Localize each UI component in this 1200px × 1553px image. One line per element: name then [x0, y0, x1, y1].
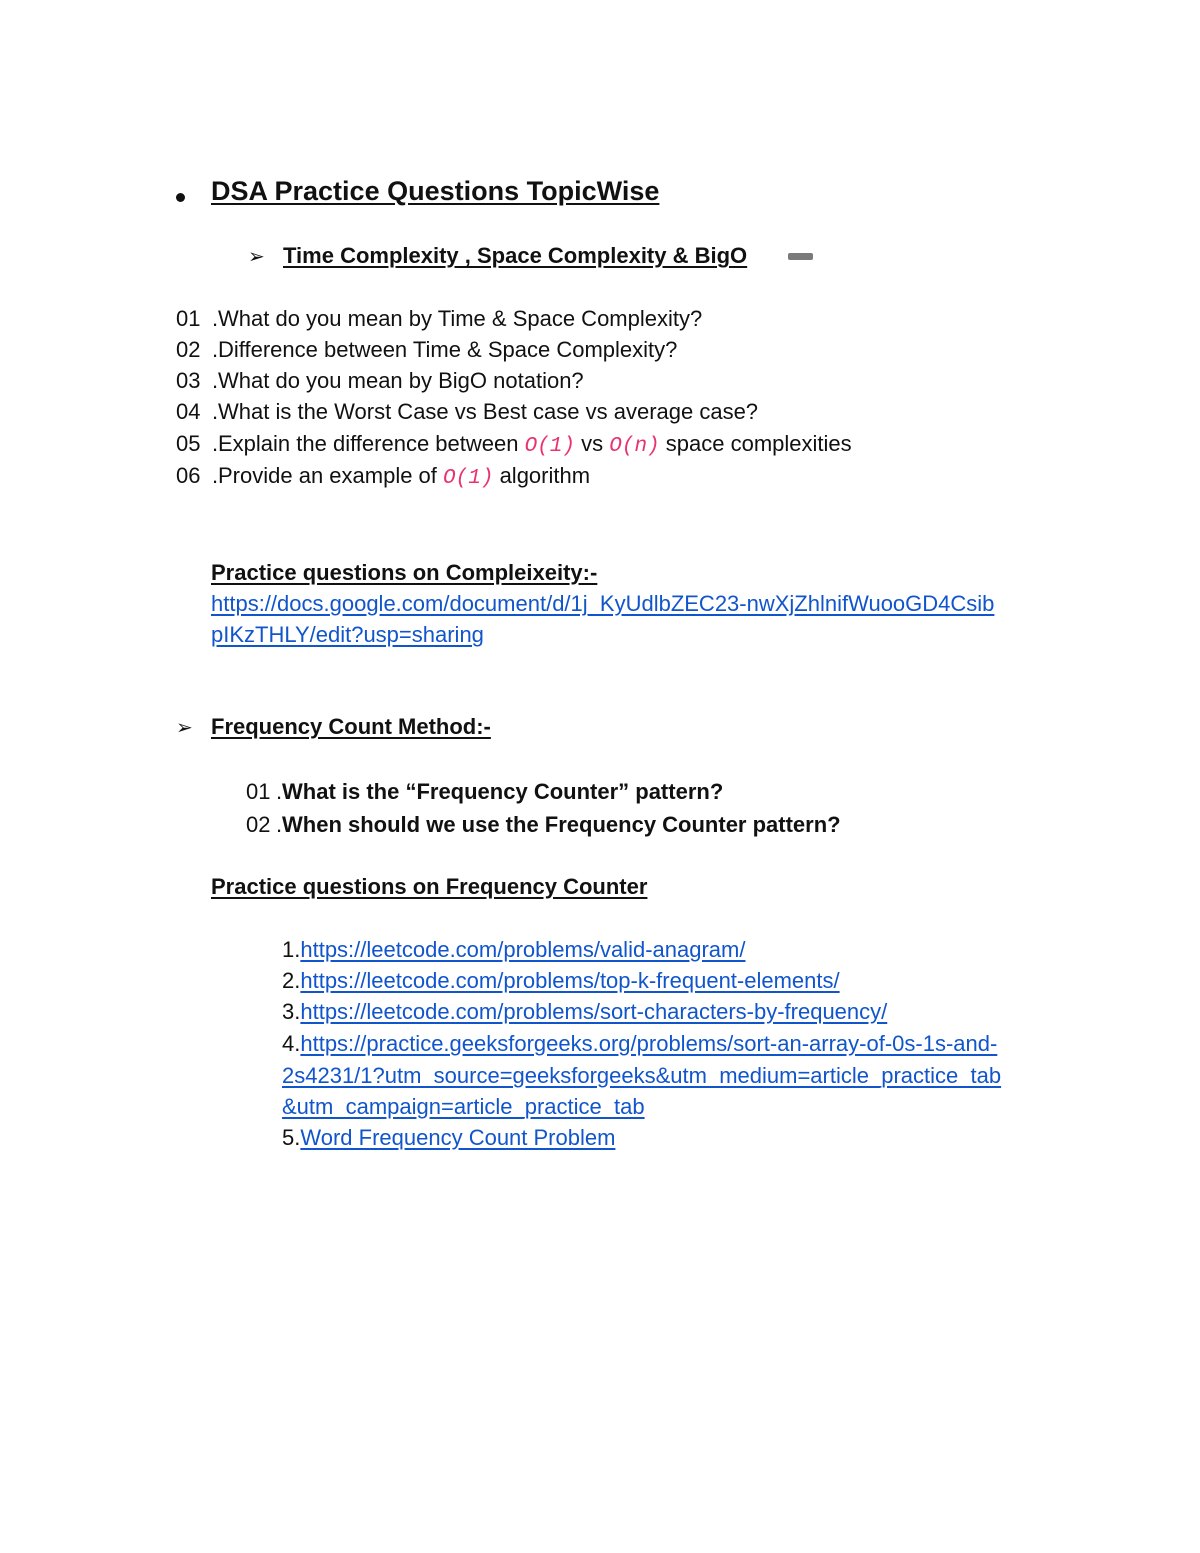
code-o1: O(1) [443, 467, 494, 490]
title-bullet [176, 193, 185, 202]
section-heading-complexity: Time Complexity , Space Complexity & BigO [283, 243, 748, 268]
question-item: 02 .When should we use the Frequency Counter pattern? [246, 812, 841, 837]
gfg-sort-array-link[interactable]: https://practice.geeksforgeeks.org/problems/sort-an-array-of-0s-1s-and- [300, 1031, 998, 1056]
arrow-bullet-icon: ➢ [248, 246, 265, 268]
leetcode-valid-anagram-link[interactable]: https://leetcode.com/problems/valid-anagram/ [300, 937, 746, 962]
question-item: 02 .Difference between Time & Space Complexity? [176, 337, 678, 362]
dash-emoji-icon [788, 253, 813, 260]
practice-link-item: 1.https://leetcode.com/problems/valid-anagram/ [282, 937, 746, 962]
question-item: 04 .What is the Worst Case vs Best case vs average case? [176, 399, 759, 424]
section-heading-frequency: Frequency Count Method:- [211, 714, 491, 739]
word-frequency-link[interactable]: Word Frequency Count Problem [300, 1125, 616, 1150]
question-item: 01 .What is the “Frequency Counter” pattern? [246, 779, 724, 804]
code-on: O(n) [609, 435, 660, 458]
leetcode-top-k-link[interactable]: https://leetcode.com/problems/top-k-frequent-elements/ [300, 968, 840, 993]
gfg-sort-array-link-cont[interactable]: &utm_campaign=article_practice_tab [282, 1094, 645, 1119]
practice-link-item: 2.https://leetcode.com/problems/top-k-frequent-elements/ [282, 968, 840, 993]
practice-link-item: 5.Word Frequency Count Problem [282, 1125, 616, 1150]
question-item: 06 .Provide an example of O(1) algorithm [176, 463, 591, 490]
question-item: 03 .What do you mean by BigO notation? [176, 368, 584, 393]
practice-link-complexity-cont[interactable]: pIKzTHLY/edit?usp=sharing [211, 622, 484, 647]
gfg-sort-array-link-cont[interactable]: 2s4231/1?utm_source=geeksforgeeks&utm_medium=article_practice_tab [282, 1063, 1002, 1088]
question-item: 05 .Explain the difference between O(1) vs O(n) space complexities [176, 431, 852, 458]
practice-link-item-cont [282, 1060, 1001, 1092]
leetcode-sort-chars-link[interactable]: https://leetcode.com/problems/sort-characters-by-frequency/ [300, 999, 888, 1024]
code-o1: O(1) [524, 435, 576, 458]
page-title: DSA Practice Questions TopicWise [211, 176, 660, 206]
practice-link-item-cont [282, 1091, 645, 1123]
arrow-bullet-icon: ➢ [176, 717, 193, 739]
practice-link-complexity[interactable]: https://docs.google.com/document/d/1j_KyUdlbZEC23-nwXjZhlnifWuooGD4Csib [211, 591, 995, 616]
practice-label-complexity: Practice questions on Compleixeity:- [211, 560, 598, 585]
practice-link-item: 4.https://practice.geeksforgeeks.org/problems/sort-an-array-of-0s-1s-and- [282, 1031, 998, 1056]
question-item: 01 .What do you mean by Time & Space Complexity? [176, 306, 703, 331]
practice-link-item: 3.https://leetcode.com/problems/sort-characters-by-frequency/ [282, 999, 888, 1024]
practice-label-frequency: Practice questions on Frequency Counter [211, 874, 648, 899]
